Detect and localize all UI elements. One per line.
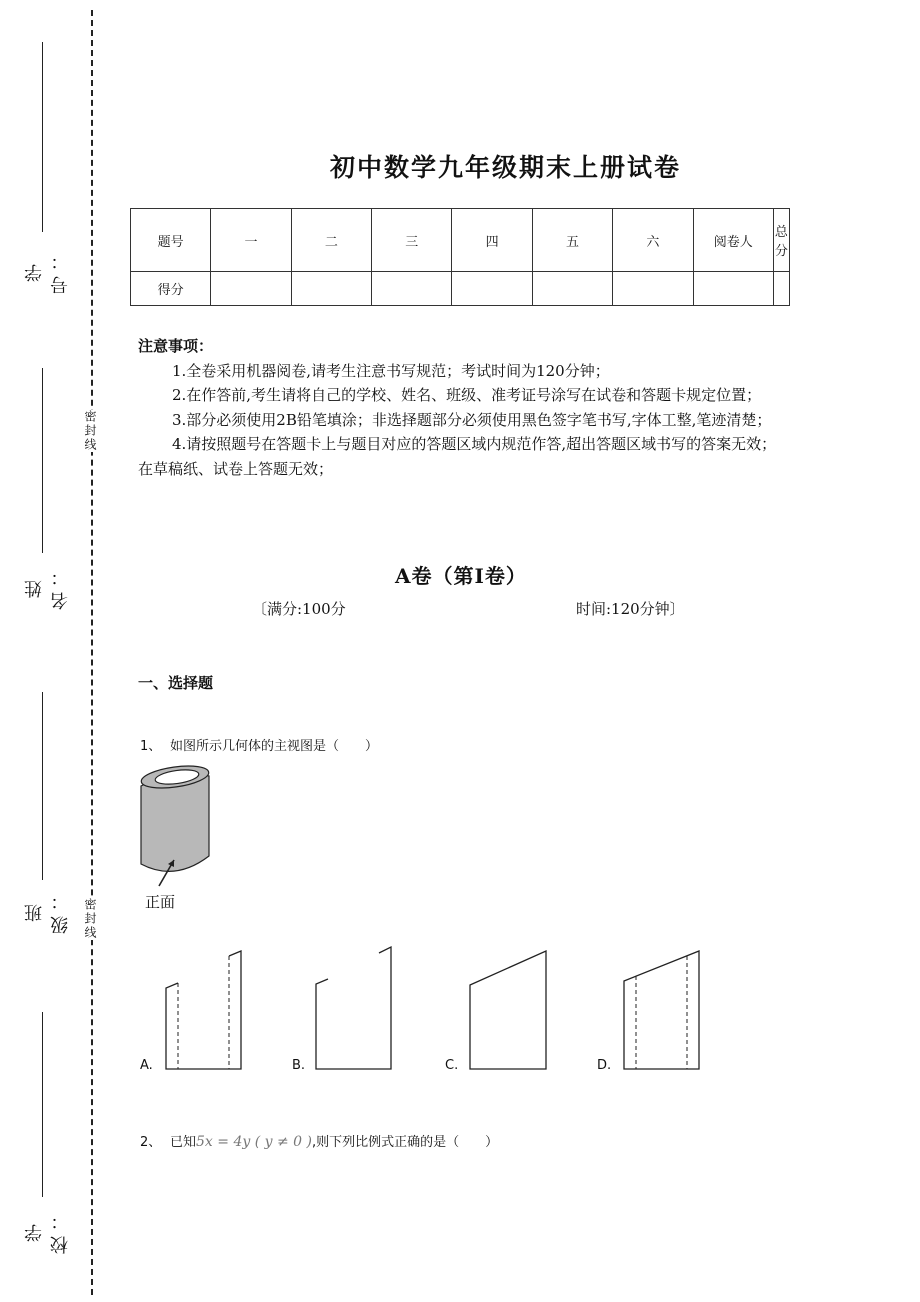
note-item: 2.在作答前,考生请将自己的学校、姓名、班级、准考证号涂写在试卷和答题卡规定位置； (172, 386, 762, 404)
option-c-label[interactable]: C. (445, 1058, 459, 1073)
header-cell: 阅卷人 (693, 209, 773, 272)
time-limit: 时间:120分钟〕 (576, 600, 685, 618)
exam-title: 初中数学九年级期末上册试卷 (330, 153, 682, 182)
score-cell[interactable] (532, 272, 612, 306)
class-fill-line[interactable] (42, 692, 43, 880)
row-label-cell: 得分 (131, 272, 211, 306)
score-cell[interactable] (693, 272, 773, 306)
header-cell: 四 (452, 209, 532, 272)
score-cell[interactable] (372, 272, 452, 306)
equation-formula: 5x = 4y ( y ≠ 0 ) (196, 1134, 312, 1150)
school-label: 学校： (24, 1206, 71, 1254)
question-text: 如图所示几何体的主视图是（ ） (170, 739, 379, 754)
question-number: 2、 (140, 1135, 162, 1150)
score-cell[interactable] (773, 272, 789, 306)
header-cell: 总分 (773, 209, 789, 272)
score-cell[interactable] (452, 272, 532, 306)
name-fill-line[interactable] (42, 368, 43, 553)
question-number: 1、 (140, 739, 162, 754)
question-text (170, 1131, 498, 1150)
table-row (131, 272, 790, 306)
note-item: 3.部分必须使用2B铅笔填涂；非选择题部分必须使用黑色签字笔书写,字体工整,笔迹清楚； (172, 410, 772, 429)
note-item: 4.请按照题号在答题卡上与题目对应的答题区域内规范作答,超出答题区域书写的答案无效；在草稿纸、试卷上答题无效； (138, 435, 777, 478)
score-cell[interactable] (613, 272, 693, 306)
header-cell: 六 (613, 209, 693, 272)
name-label: 姓名： (24, 562, 71, 610)
part-title: 一、选择题 (138, 674, 214, 692)
notes-block (138, 334, 788, 481)
question-prefix: 已知 (170, 1135, 197, 1150)
note-item: 1.全卷采用机器阅卷,请考生注意书写规范；考试时间为120分钟； (172, 361, 610, 380)
binding-dashed-line (91, 10, 93, 1295)
table-row (131, 209, 790, 272)
score-table (130, 208, 790, 306)
option-d-figure (618, 945, 708, 1075)
score-cell[interactable] (211, 272, 291, 306)
option-b-label[interactable]: B. (292, 1058, 306, 1073)
header-cell: 五 (532, 209, 612, 272)
question-suffix: ,则下列比例式正确的是（ ） (312, 1135, 499, 1150)
option-d-label[interactable]: D. (597, 1058, 612, 1073)
student-id-fill-line[interactable] (42, 42, 43, 232)
full-mark: 〔满分:100分 (252, 600, 346, 618)
seal-line-text: 密封线 (83, 898, 97, 940)
option-a-figure (160, 945, 250, 1075)
header-cell: 三 (372, 209, 452, 272)
header-cell: 题号 (131, 209, 211, 272)
option-a-label[interactable]: A. (140, 1058, 153, 1073)
student-id-label: 学号： (24, 246, 71, 294)
seal-line-text: 密封线 (83, 410, 97, 452)
notes-heading: 注意事项： (138, 337, 214, 355)
option-b-figure (310, 945, 400, 1075)
class-label: 班级： (24, 886, 71, 934)
front-label: 正面 (145, 893, 176, 911)
score-cell[interactable] (291, 272, 371, 306)
school-fill-line[interactable] (42, 1012, 43, 1197)
header-cell: 一 (211, 209, 291, 272)
header-cell: 二 (291, 209, 371, 272)
section-title: A卷（第Ⅰ卷） (395, 564, 527, 588)
option-c-figure (462, 945, 557, 1075)
